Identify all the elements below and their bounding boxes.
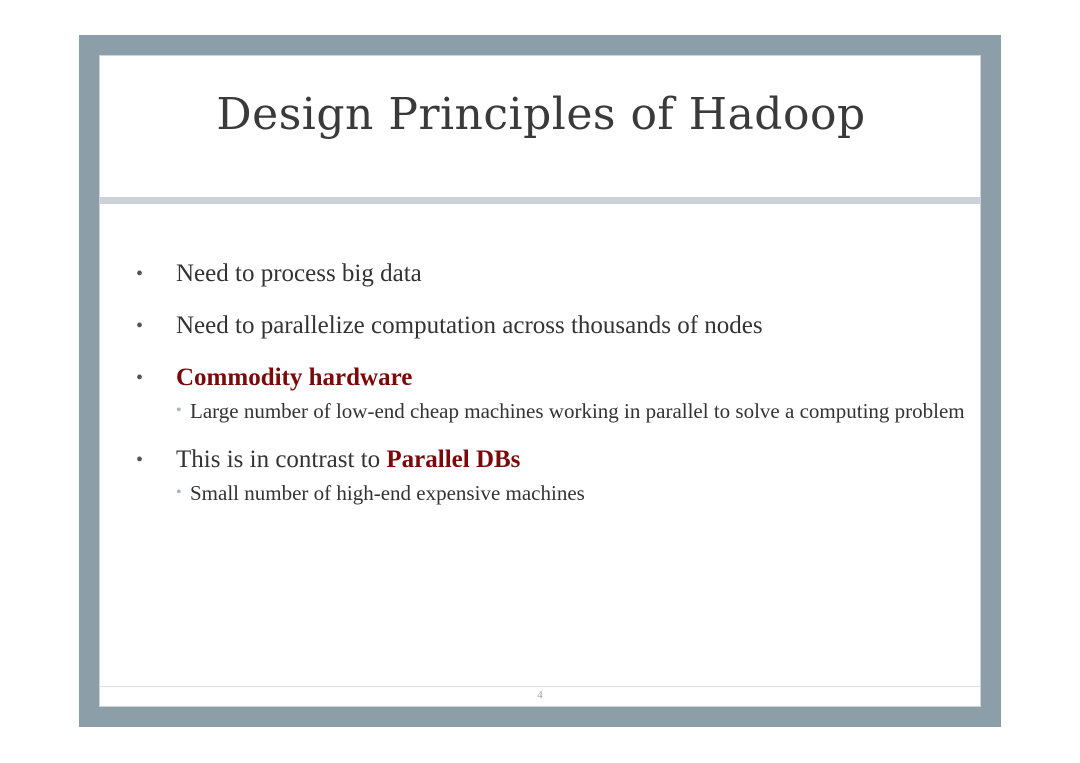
bullet-text: Need to parallelize computation across thousands of nodes [176,312,763,339]
slide-frame [79,35,1001,727]
bullet-text: Need to process big data [176,260,422,287]
sub-bullet-text: Large number of low-end cheap machines working in parallel to solve a computing problem [190,399,965,423]
bullet-icon: • [136,263,144,285]
sub-bullet-item [176,399,966,423]
bullet-item [136,445,966,505]
bullet-item [136,363,966,423]
bullet-item [136,259,966,289]
bullet-item [136,311,966,341]
sub-bullet-icon: • [176,402,182,419]
bullet-emphasis: Commodity hardware [176,364,413,391]
bullet-text: This is in contrast to [176,446,387,473]
sub-bullet-list [176,399,966,423]
title-divider [99,197,981,204]
bullet-icon: • [136,367,144,389]
bullet-icon: • [136,449,144,471]
sub-bullet-text: Small number of high-end expensive machines [190,481,585,505]
slide-title: Design Principles of Hadoop [216,89,866,140]
sub-bullet-item [176,481,966,505]
title-area [99,55,981,197]
slide [99,55,981,707]
body-area [99,204,981,707]
bullet-emphasis: Parallel DBs [386,446,521,473]
bullet-icon: • [136,315,144,337]
sub-bullet-list [176,481,966,505]
page-number: 4 [537,689,543,701]
sub-bullet-icon: • [176,484,182,501]
bullet-list [136,259,966,527]
